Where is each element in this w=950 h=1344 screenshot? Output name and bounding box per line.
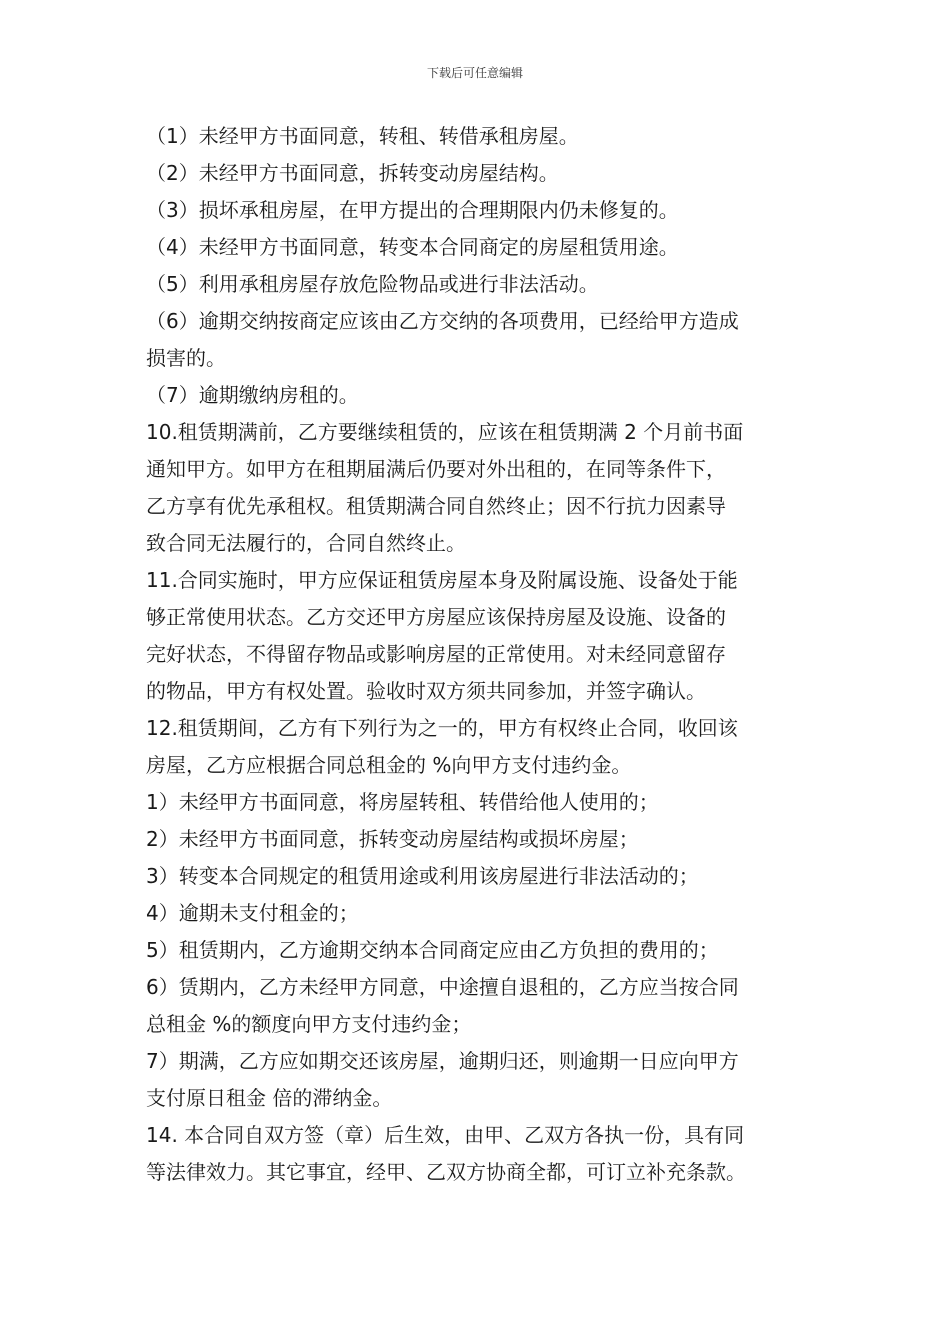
document-body xyxy=(146,118,826,1191)
paragraph xyxy=(146,932,826,969)
paragraph-line: 11.合同实施时，甲方应保证租赁房屋本身及附属设施、设备处于能 xyxy=(146,568,738,592)
paragraph-line: 3）转变本合同规定的租赁用途或利用该房屋进行非法活动的； xyxy=(146,864,699,888)
paragraph-line: 4）逾期未支付租金的； xyxy=(146,901,359,925)
paragraph-line: 10.租赁期满前，乙方要继续租赁的，应该在租赁期满 2 个月前书面 xyxy=(146,420,744,444)
paragraph-line: 总租金 %的额度向甲方支付违约金； xyxy=(146,1012,472,1036)
paragraph xyxy=(146,895,826,932)
paragraph xyxy=(146,1117,826,1191)
page-header: 下载后可任意编辑 xyxy=(426,66,523,80)
paragraph xyxy=(146,1043,826,1117)
paragraph-line: 7）期满，乙方应如期交还该房屋，逾期归还，则逾期一日应向甲方 xyxy=(146,1049,739,1073)
paragraph-line: 乙方享有优先承租权。租赁期满合同自然终止；因不行抗力因素导 xyxy=(146,494,726,518)
paragraph xyxy=(146,710,826,784)
paragraph-line: 够正常使用状态。乙方交还甲方房屋应该保持房屋及设施、设备的 xyxy=(146,605,726,629)
paragraph-line: （1）未经甲方书面同意，转租、转借承租房屋。 xyxy=(146,124,579,148)
paragraph-line: 完好状态，不得留存物品或影响房屋的正常使用。对未经同意留存 xyxy=(146,642,726,666)
paragraph-line: （5）利用承租房屋存放危险物品或进行非法活动。 xyxy=(146,272,599,296)
paragraph-line: （7）逾期缴纳房租的。 xyxy=(146,383,359,407)
paragraph xyxy=(146,266,826,303)
paragraph xyxy=(146,562,826,710)
paragraph xyxy=(146,414,826,562)
paragraph-line: （6）逾期交纳按商定应该由乙方交纳的各项费用，已经给甲方造成 xyxy=(146,309,739,333)
paragraph xyxy=(146,229,826,266)
paragraph xyxy=(146,858,826,895)
paragraph-line: 6）赁期内，乙方未经甲方同意，中途擅自退租的，乙方应当按合同 xyxy=(146,975,739,999)
paragraph-line: 14. 本合同自双方签（章）后生效，由甲、乙双方各执一份，具有同 xyxy=(146,1123,745,1147)
paragraph-line: 房屋，乙方应根据合同总租金的 %向甲方支付违约金。 xyxy=(146,753,632,777)
paragraph-line: 通知甲方。如甲方在租期届满后仍要对外出租的，在同等条件下， xyxy=(146,457,726,481)
paragraph xyxy=(146,192,826,229)
paragraph-line: （3）损坏承租房屋，在甲方提出的合理期限内仍未修复的。 xyxy=(146,198,679,222)
paragraph xyxy=(146,303,826,377)
paragraph-line: 损害的。 xyxy=(146,346,226,370)
paragraph-line: 2）未经甲方书面同意，拆转变动房屋结构或损坏房屋； xyxy=(146,827,639,851)
paragraph-line: 的物品，甲方有权处置。验收时双方须共同参加，并签字确认。 xyxy=(146,679,706,703)
paragraph xyxy=(146,821,826,858)
paragraph-line: 支付原日租金 倍的滞纳金。 xyxy=(146,1086,393,1110)
paragraph xyxy=(146,969,826,1043)
paragraph-line: 5）租赁期内，乙方逾期交纳本合同商定应由乙方负担的费用的； xyxy=(146,938,719,962)
paragraph-line: 致合同无法履行的，合同自然终止。 xyxy=(146,531,466,555)
paragraph-line: 1）未经甲方书面同意，将房屋转租、转借给他人使用的； xyxy=(146,790,659,814)
paragraph xyxy=(146,377,826,414)
paragraph-line: 12.租赁期间，乙方有下列行为之一的，甲方有权终止合同，收回该 xyxy=(146,716,738,740)
paragraph-line: （2）未经甲方书面同意，拆转变动房屋结构。 xyxy=(146,161,559,185)
paragraph xyxy=(146,784,826,821)
paragraph-line: （4）未经甲方书面同意，转变本合同商定的房屋租赁用途。 xyxy=(146,235,679,259)
paragraph xyxy=(146,155,826,192)
paragraph-line: 等法律效力。其它事宜，经甲、乙双方协商全都，可订立补充条款。 xyxy=(146,1160,746,1184)
paragraph xyxy=(146,118,826,155)
